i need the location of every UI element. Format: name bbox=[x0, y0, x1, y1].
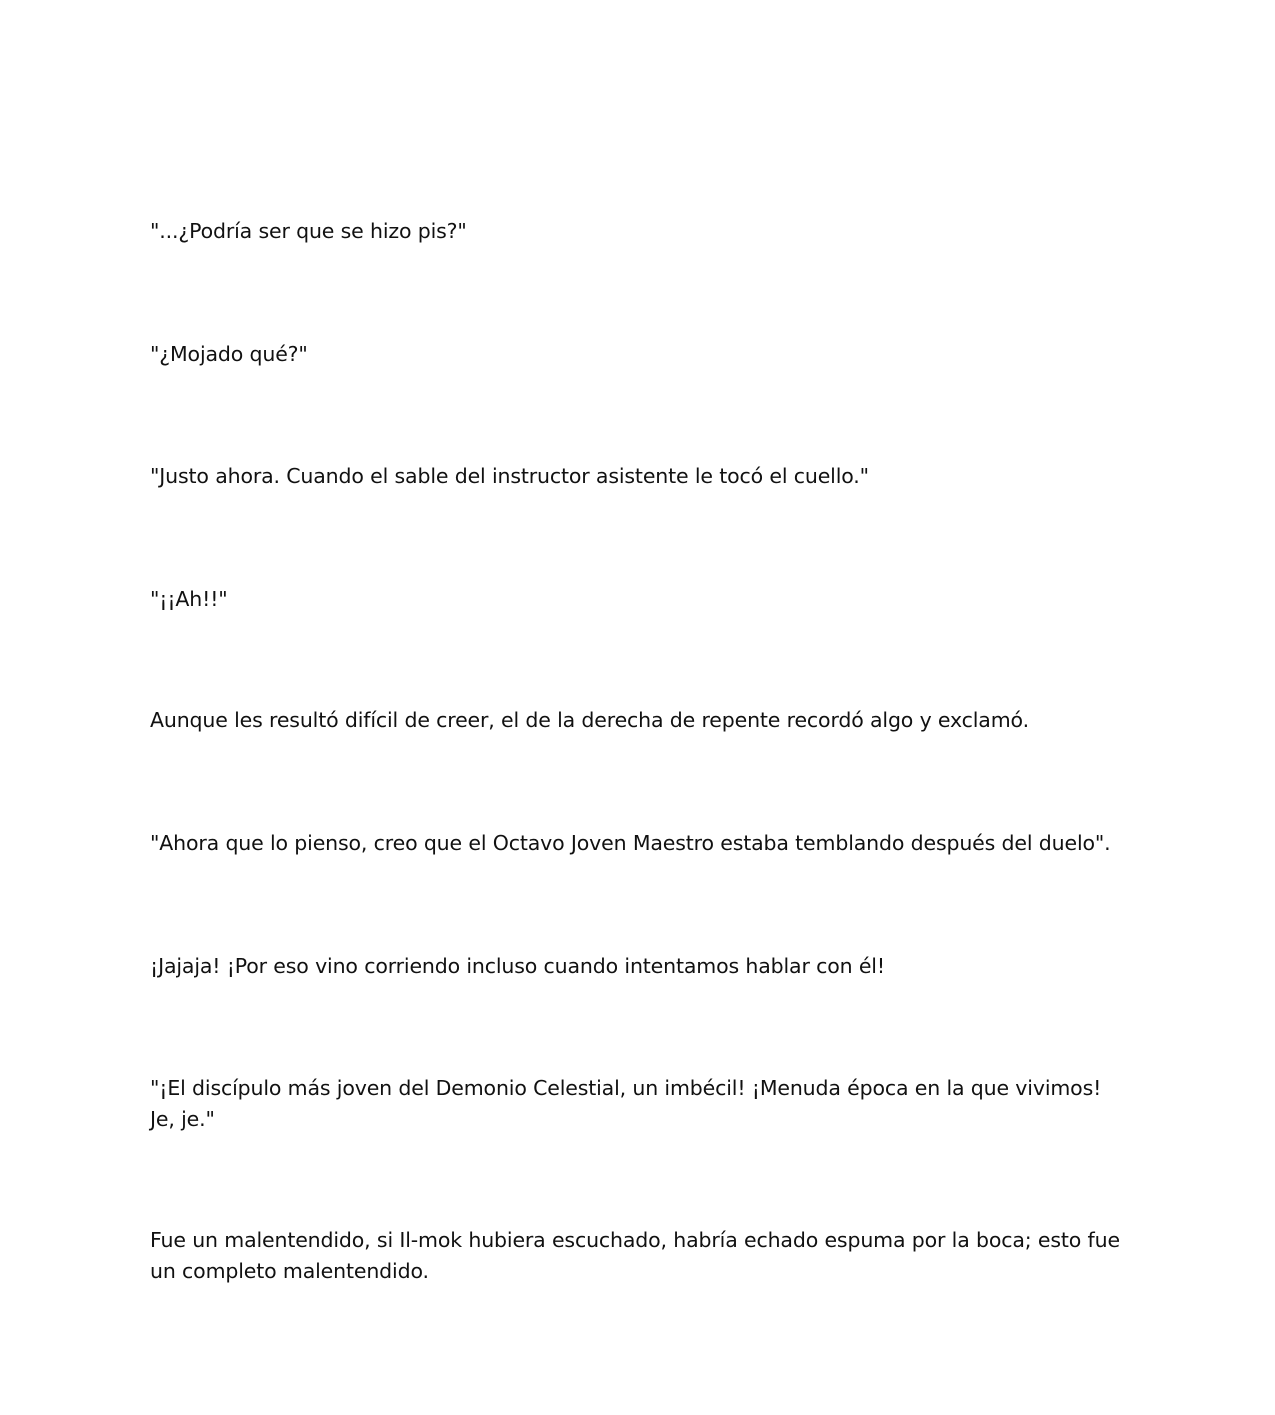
paragraph: Aunque les resultó difícil de creer, el de la derecha de repente recordó algo y exclamó. bbox=[150, 708, 1029, 732]
paragraph: "Ahora que lo pienso, creo que el Octavo Joven Maestro estaba temblando después del duelo". bbox=[150, 831, 1111, 855]
paragraph: Fue un malentendido, si Il-mok hubiera escuchado, habría echado espuma por la boca; esto fue un completo malentendido. bbox=[150, 1228, 1120, 1283]
paragraph: "¡¡Ah!!" bbox=[150, 587, 228, 611]
paragraph: "...¿Podría ser que se hizo pis?" bbox=[150, 219, 467, 243]
paragraph: "¡El discípulo más joven del Demonio Celestial, un imbécil! ¡Menuda época en la que vivimos! Je, je." bbox=[150, 1076, 1102, 1131]
paragraph: "Justo ahora. Cuando el sable del instructor asistente le tocó el cuello." bbox=[150, 464, 869, 488]
paragraph: ¡Jajaja! ¡Por eso vino corriendo incluso cuando intentamos hablar con él! bbox=[150, 954, 885, 978]
paragraph: "¿Mojado qué?" bbox=[150, 342, 308, 366]
